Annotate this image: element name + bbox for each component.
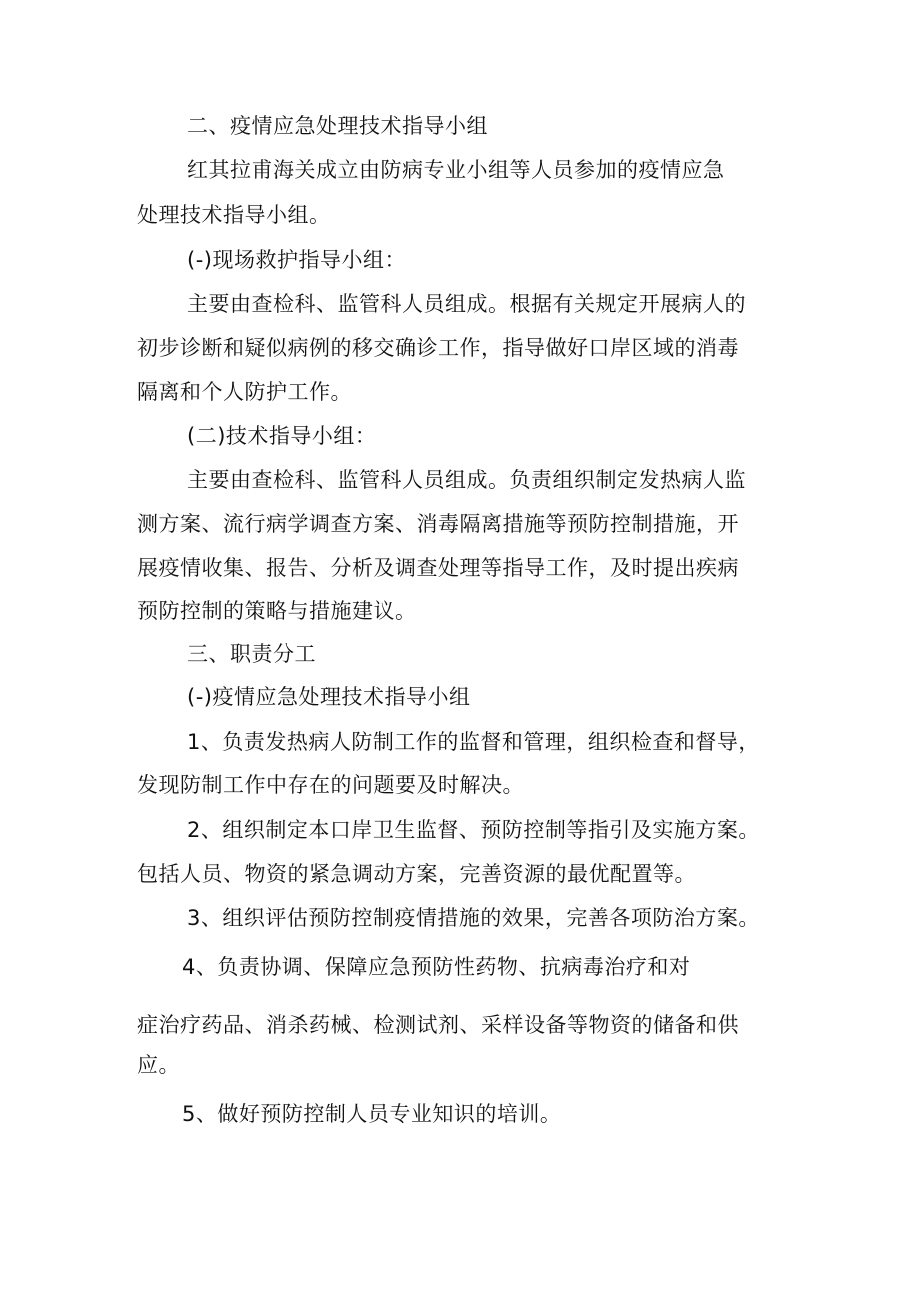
paragraph-line: 展疫情收集、报告、分析及调查处理等指导工作，及时提出疾病: [137, 556, 739, 580]
paragraph-line: 症治疗药品、消杀药械、检测试剂、采样设备等物资的储备和供: [137, 1013, 739, 1037]
section-heading-2: 二、疫情应急处理技术指导小组: [187, 114, 488, 138]
list-item-2: 2、组织制定本口岸卫生监督、预防控制等指引及实施方案。: [187, 818, 760, 842]
paragraph-line: 隔离和个人防护工作。: [137, 380, 352, 404]
paragraph-line: 红其拉甫海关成立由防病专业小组等人员参加的疫情应急: [187, 158, 725, 182]
paragraph-line: 发现防制工作中存在的问题要及时解决。: [137, 773, 524, 797]
list-item-3: 3、组织评估预防控制疫情措施的效果，完善各项防治方案。: [187, 906, 760, 930]
paragraph-line: 主要由查检科、监管科人员组成。负责组织制定发热病人监: [187, 468, 746, 492]
paragraph-line: 预防控制的策略与措施建议。: [137, 599, 417, 623]
list-item-5: 5、做好预防控制人员专业知识的培训。: [182, 1102, 562, 1126]
paragraph-line: 测方案、流行病学调查方案、消毒隔离措施等预防控制措施，开: [137, 512, 739, 536]
paragraph-line: 初步诊断和疑似病例的移交确诊工作，指导做好口岸区域的消毒: [137, 336, 739, 360]
paragraph-line: 处理技术指导小组。: [137, 203, 331, 227]
paragraph-line: 包括人员、物资的紧急调动方案，完善资源的最优配置等。: [137, 862, 696, 886]
list-item-4: 4、负责协调、保障应急预防性药物、抗病毒治疗和对: [182, 955, 691, 979]
paragraph-line: 应。: [137, 1053, 180, 1077]
paragraph-line: 主要由查检科、监管科人员组成。根据有关规定开展病人的: [187, 292, 746, 316]
subsection-heading: (-)疫情应急处理技术指导小组: [187, 685, 471, 709]
list-item-1: 1、负责发热病人防制工作的监督和管理，组织检查和督导，: [187, 730, 760, 754]
section-heading-3: 三、职责分工: [187, 642, 316, 666]
subsection-heading: (二)技术指导小组：: [187, 424, 377, 448]
subsection-heading: (-)现场救护指导小组：: [187, 248, 406, 272]
